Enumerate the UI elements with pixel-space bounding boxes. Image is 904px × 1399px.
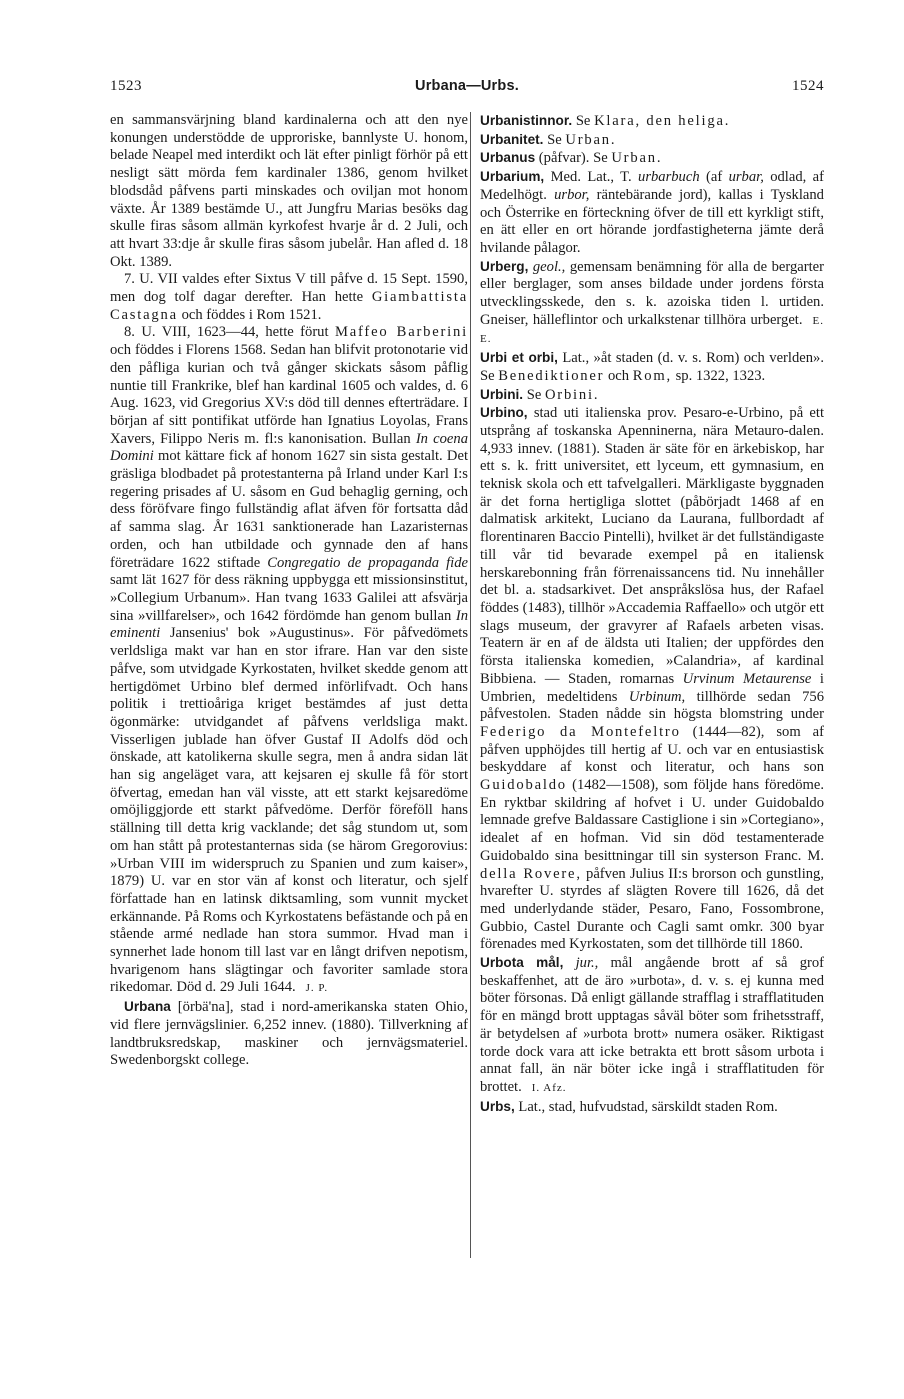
cross-reference: Benediktioner [498, 367, 605, 384]
headword: Urbino, [480, 405, 528, 421]
spaced-name: Federigo da Montefeltro [480, 723, 681, 740]
page-number-left: 1523 [110, 78, 142, 94]
urbi-et-orbi-entry: Urbi et orbi, Lat., »åt staden (d. v. s. Rom) och verlden». Se Benediktioner och Rom, sp. 1322, 1323. [480, 350, 824, 384]
author-signature: J. P. [305, 982, 329, 995]
urbini-entry: Urbini. Se Orbini. [480, 386, 600, 403]
urban-vii-entry: 7. U. VII valdes efter Sixtus V till påfve d. 15 Sept. 1590, men dog tolf dagar derefter. Han hette Giambattista Castagna och föddes i Rom 1521. [110, 271, 468, 323]
italic-term: Congregatio de propaganda fide [267, 554, 468, 571]
cross-reference: Urban. [565, 131, 617, 148]
urbino-entry: Urbino, stad uti italienska prov. Pesaro-e-Urbino, på ett utsprång af toskanska Apenninerna, nära Metauro-dalen. 4,933 innev. (1881). Staden är säte för en ärkebiskop, har ett s. k. fritt universitet, ett lyceum, ett gymnasium, en teknisk skola och ett tafvelgalleri. Märkligaste byggnaden är det forna hertigliga slottet (påbörjadt 1468 af en dalmatisk arkitekt, Luciano da Laurana, fullbordadt af florentinaren Baccio Pintelli), hvilket är det fullständigaste till vår tid bevarade exempel på en italiensk herskarebonning från förrenaissancens tid. Nu innehåller det bl. a. stadsarkivet. Det anspråkslösa hus, der Rafael föddes (1483), tillhör »Accademia Raffaello» och utgör ett slags museum, der gravyrer af Rafaels arbeten visas. Teatern är en af de äldsta uti Italien; der uppfördes den första italienska komedien, »Calandria», af kardinal Bibbiena. — Staden, romarnas Urvinum Metaurense i Umbrien, medeltidens Urbinum, tillhörde sedan 756 påfvestolen. Staden nådde sin högsta blomstring under Federigo da Montefeltro (1444—82), som af påfven upphöjdes till hertig af U. och var en entusiastisk beskyddare af konst och literatur, och hans son Guidobaldo (1482—1508), som följde hans föredöme. En ryktbar skildring af hofvet i U. under Guidobaldo lemnade grefve Baldassare Castiglione i sin »Cortegiano», idealet af en hofman. Vid sin död testamenterade Guidobaldo sina besittningar till sin systerson Franc. M. della Rovere, påfven Julius II:s brorson och gunstling, hvarefter U. styrdes af slägten Rovere till 1626, då det med underlydande städer, Pesaro, Fano, Fossombrone, Gubbio, Castel Durante och Cagli samt omkr. 300 byar förenades med Kyrkostaten, som det tillhörde till 1860. [480, 405, 825, 953]
headword: Urbs, [480, 1098, 515, 1114]
headword: Urbanitet. [480, 131, 544, 147]
headword: Urbota mål, [480, 955, 564, 971]
spaced-name: della Rovere, [480, 865, 582, 882]
italic-term: Urvinum Metaurense [682, 670, 812, 687]
headword: Urbanistinnor. [480, 113, 573, 128]
spaced-name: Giambattista Castagna [110, 289, 468, 323]
spaced-name: Maffeo Barberini [334, 324, 468, 341]
right-column [480, 112, 824, 1116]
urbota-mal-entry: Urbota mål, jur., mål angående brott af så grof beskaffenhet, att de äro »urbota», d. v. s. ej kunna med böter försonas. Då enligt gällande strafflag i strafflatituden för en mängd brott upptagas såväl böter som frihetsstraff, är betydelsen af »urbota brott» numera osäker. Riktigast torde dock vara att icke betrakta ett brott såsom urbota i annat fall, än när böter icke ingå i strafflatituden för brottet. I. Afz. [480, 955, 825, 1095]
urbanus-entry: Urbanus (påfvar). Se Urban. [480, 150, 663, 167]
author-signature: I. Afz. [531, 1081, 567, 1094]
urban-viii-entry: 8. U. VIII, 1623—44, hette förut Maffeo Barberini och föddes i Florens 1568. Sedan han blifvit protonotarie vid den påfliga kurian och två gånger skickats såsom påflig nuntie till Frankrike, blef han kardinal 1605 och valdes, d. 6 Aug. 1623, vid Gregorius XV:s död till dennes efterträdare. I början af sitt pontifikat utförde han Ignatius Loyolas, Frans Xavers, Filippo Neris m. fl:s kanonisation. Bullan In coena Domini mot kättare fick af honom 1627 sin sista gestalt. Det gräsliga blodbadet på protestanterna på Irland under Karl I:s regering prisades af U. såsom en Gud behaglig gerning, och dess föröfvare fingo fullständig aflat äfven för fortsatta dåd af samma slag. År 1631 sanktionerade han Lazaristernas orden, och han utbildade och gynnade den af hans företrädare 1622 stiftade Congregatio de propaganda fide samt lät 1627 för dess räkning uppbygga ett missionsinstitut, »Collegium Urbanum». Han tvang 1633 Galilei att afsvärja sina »villfarelser», och 1642 fördömde han genom bullan In eminenti Jansenius' bok »Augustinus». För påfvedömets verldsliga makt var han en stor ifrare. Han var den siste påfve, som utvidgade Kyrkostaten, hvilket skedde genom att hertigdömet Urbino blef dermed införlifvadt. Och hans politik i trettioåriga kriget bestämdes af just detta ögonmärke: utvidgandet af påfvens verldsliga makt. Visserligen jublade han öfver Gustaf II Adolfs död och önskade, att katolikerna skulle segra, men å andra sidan lät han sig angeläget vara, att kejsaren ej skulle få för stort öfvertag, emedan han väl visste, att ett starkt kejsaredöme omöjliggjorde ett starkt påfvedöme. Derför föreföll hans ställning till detta krig vacklande; det såg stundom ut, som om han stått på protestanternas sida (se härom Gregorovius: »Urban VIII im widerspruch zu Spanien und zum kaiser», 1879) U. var en stor vän af konst och literatur, och sjelf författade han en latinsk diktsamling, som vunnit mycket erkännande. På Roms och Kyrkostatens befästande och på en stående armé nedlade han stora summor. Hvad man i synnerhet lade honom till last var en långt drifven nepotism, hvarigenom hans slägtingar och favoriter samlade stora rikedomar. Död d. 29 Juli 1644. J. P. [110, 324, 468, 996]
spaced-name: Guidobaldo [480, 777, 567, 794]
urban-vi-continuation: en sammansvärjning bland kardinalerna och att den nye konungen understödde de upproriske, bannlyste U. honom, belade Neapel med interdikt och lät efter pinligt förhör på ett nesligt sätt mörda fem kardinaler 1386, genom hvilket blodsdåd påfvens parti minskades och oviljan mot honom växte. År 1389 bestämde U., att Jungfru Marias besöks dag skulle firas såsom allmän kyrkofest hvarje år d. 2 Juli, och att hvart 33:dje år skulle firas såsom jubelår. Han afled d. 18 Okt. 1389. [110, 112, 468, 270]
page-number-right: 1524 [791, 78, 824, 94]
cross-reference: Orbini. [544, 386, 600, 403]
headword: Urbini. [480, 386, 524, 402]
headword: Urbarium, [480, 169, 545, 185]
urbana-entry: Urbana [örbä'na], stad i nord-amerikanska staten Ohio, vid flere jernvägslinier. 6,252 innev. (1880). Tillverkning af landtbruksredskap, maskiner och jernvägsmateriel. Swedenborgskt college. [110, 999, 468, 1069]
headword: Urbi et orbi, [480, 350, 558, 366]
italic-term: geol., [532, 258, 566, 275]
italic-term: urbar, [728, 169, 764, 186]
cross-reference: Urban. [611, 150, 663, 167]
urbanitet-entry: Urbanitet. Se Urban. [480, 131, 617, 148]
column-divider [470, 112, 471, 1258]
cross-reference: Klara, den heliga. [594, 113, 731, 129]
urbs-entry: Urbs, Lat., stad, hufvudstad, särskildt staden Rom. [480, 1098, 778, 1115]
urbarium-entry: Urbarium, Med. Lat., T. urbarbuch (af urbar, odlad, af Medelhögt. urbor, räntebärande jord), kallas i Tyskland och Österrike en förteckning öfver de till ett kyrkligt stift, en ätt eller en ort hörande jordfastigheterna jämte derå hvilande pålagor. [480, 169, 824, 256]
author-signature: E. E. [480, 314, 824, 346]
left-column [110, 112, 468, 1070]
headword: Urbana [124, 999, 171, 1015]
running-title: Urbana—Urbs. [415, 78, 519, 94]
italic-term: In eminenti [110, 607, 468, 642]
italic-term: jur., [575, 955, 599, 972]
page-header [110, 78, 824, 100]
italic-term: Urbinum, [628, 688, 686, 705]
urberg-entry: Urberg, geol., gemensam benämning för alla de bergarter eller berglager, som anses bildade under jordens första utvecklingsskede, den s. k. azoiska tiden l. urtiden. Gneiser, hälleflintor och urkalkstenar tillhöra urberget. E. E. [480, 258, 824, 346]
urbanistinnor-entry: Urbanistinnor. Se Klara, den heliga. [480, 113, 731, 129]
italic-term: urbarbuch [638, 169, 700, 186]
headword: Urbanus [480, 150, 536, 166]
headword: Urberg, [480, 258, 529, 274]
italic-term: urbor, [554, 186, 590, 203]
cross-reference: Rom, [632, 367, 672, 384]
italic-term: In coena Domini [110, 430, 468, 465]
